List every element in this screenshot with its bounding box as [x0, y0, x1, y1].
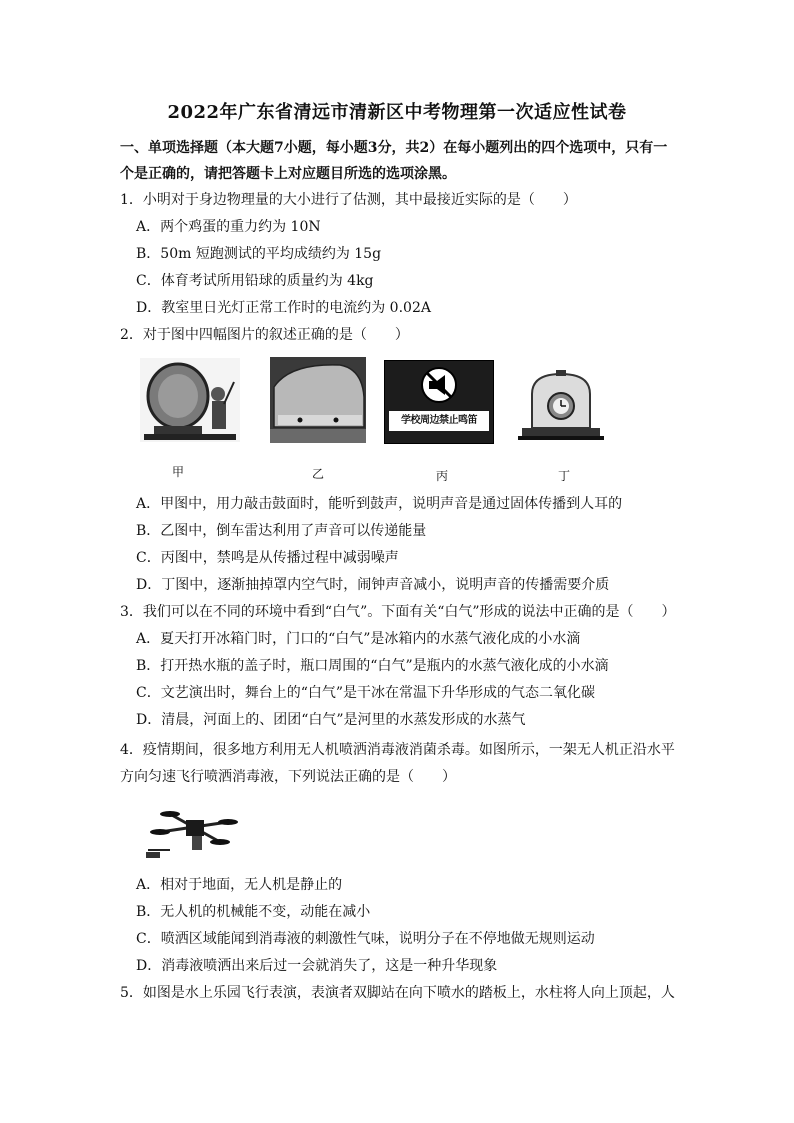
drone-figure — [140, 800, 250, 864]
question-4-option-a: A．相对于地面，无人机是静止的 — [136, 877, 343, 893]
question-3-option-a: A．夏天打开冰箱门时，门口的“白气”是冰箱内的水蒸气液化成的小水滴 — [136, 631, 581, 647]
question-5-stem: 5．如图是水上乐园飞行表演，表演者双脚站在向下喷水的踏板上，水柱将人向上顶起，人 — [120, 985, 675, 1001]
section-heading: 一、单项选择题（本大题7小题，每小题3分，共2）在每小题列出的四个选项中，只有一个是正确的，请把答题卡上对应题目所选的选项涂黑。 — [120, 140, 668, 182]
bell-jar-figure — [518, 370, 604, 442]
question-1-option-d: D．教室里日光灯正常工作时的电流约为 0.02A — [136, 300, 431, 316]
question-4-option-c: C．喷洒区域能闻到消毒液的刺激性气味，说明分子在不停地做无规则运动 — [136, 931, 595, 947]
drum-figure — [140, 358, 240, 442]
question-3-option-d: D．清晨，河面上的、团团“白气”是河里的水蒸发形成的水蒸气 — [136, 712, 526, 728]
figure-caption-yi: 乙 — [312, 467, 325, 481]
question-1-option-c: C．体育考试所用铅球的质量约为 4kg — [136, 273, 374, 289]
question-2-option-a: A．甲图中，用力敲击鼓面时，能听到鼓声，说明声音是通过固体传播到人耳的 — [136, 496, 623, 512]
figure-caption-ding: 丁 — [558, 469, 571, 483]
question-1-option-b: B．50m 短跑测试的平均成绩约为 15g — [136, 246, 382, 262]
exam-title: 2022年广东省清远市清新区中考物理第一次适应性试卷 — [167, 102, 627, 123]
figure-caption-bing: 丙 — [436, 469, 449, 483]
sign-text: 学校周边禁止鸣笛 — [389, 411, 489, 431]
question-2-option-d: D．丁图中，逐渐抽掉罩内空气时，闹钟声音减小，说明声音的传播需要介质 — [136, 577, 610, 593]
question-4-option-d: D．消毒液喷洒出来后过一会就消失了，这是一种升华现象 — [136, 958, 498, 974]
no-horn-icon — [385, 361, 493, 411]
question-3-option-c: C．文艺演出时，舞台上的“白气”是干冰在常温下升华形成的气态二氧化碳 — [136, 685, 596, 701]
question-4-option-b: B．无人机的机械能不变，动能在减小 — [136, 904, 371, 920]
question-2-stem: 2．对于图中四幅图片的叙述正确的是（ ） — [120, 327, 409, 343]
car-figure — [270, 357, 366, 443]
question-3-option-b: B．打开热水瓶的盖子时，瓶口周围的“白气”是瓶内的水蒸气液化成的小水滴 — [136, 658, 609, 674]
question-4-stem: 4．疫情期间，很多地方利用无人机喷洒消毒液消菌杀毒。如图所示，一架无人机正沿水平方向匀速飞行喷洒消毒液，下列说法正确的是（ ） — [120, 742, 675, 785]
question-2-option-c: C．丙图中，禁鸣是从传播过程中减弱噪声 — [136, 550, 399, 566]
question-1-option-a: A．两个鸡蛋的重力约为 10N — [136, 219, 321, 235]
question-1-stem: 1．小明对于身边物理量的大小进行了估测，其中最接近实际的是（ ） — [120, 192, 577, 208]
figure-caption-jia: 甲 — [172, 465, 185, 479]
question-3-stem: 3．我们可以在不同的环境中看到“白气”。下面有关“白气”形成的说法中正确的是（ ） — [120, 604, 676, 620]
no-honking-sign-figure — [384, 360, 494, 444]
question-2-option-b: B．乙图中，倒车雷达利用了声音可以传递能量 — [136, 523, 427, 539]
